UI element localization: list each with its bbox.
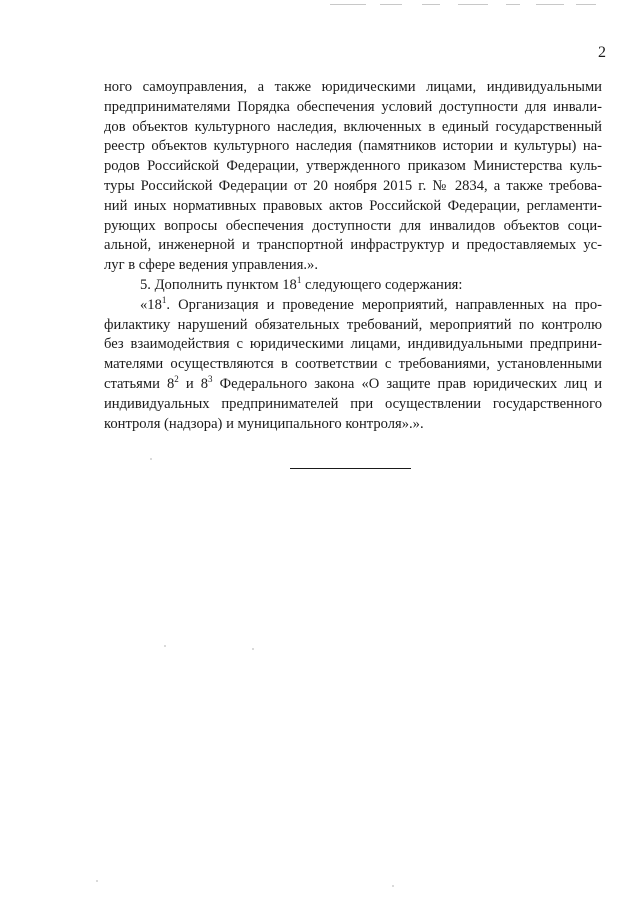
scan-speck	[164, 645, 166, 647]
item-5-text-line: статьями $8^2$ и $8^3$ Федерального закона «О защите прав юридических лиц и	[104, 373, 603, 392]
end-divider	[290, 468, 411, 469]
scan-artifact-marks	[330, 4, 600, 7]
paragraph-line: ний иных нормативных правовых актов Российской Федерации, регламенти-	[104, 197, 602, 214]
paragraph-line: дов объектов культурного наследия, включенных в единый государственный	[104, 118, 602, 135]
scan-speck	[392, 885, 394, 887]
item-5-text-line: филактику нарушений обязательных требований, мероприятий по контролю	[104, 316, 602, 333]
scan-speck	[150, 458, 152, 460]
item-5-paragraph	[104, 276, 602, 434]
paragraph-line: реестр объектов культурного наследия (памятников истории и культуры) на-	[104, 138, 602, 155]
page-number: 2	[598, 44, 606, 61]
scan-speck	[252, 648, 254, 650]
paragraph-line: туры Российской Федерации от 20 ноября 2015 г. № 2834, а также требова-	[104, 177, 602, 194]
item-5-text-line: «$18^1$. Организация и проведение мероприятий, направленных на про-	[140, 294, 602, 313]
paragraph-line: предпринимателями Порядка обеспечения условий доступности для инвали-	[104, 98, 602, 115]
item-5-text-line: контроля (надзора) и муниципального контроля».».	[104, 415, 424, 432]
item-5-lead: 5. Дополнить пунктом $18^1$ следующего содержания:	[140, 275, 463, 293]
paragraph-line: луг в сфере ведения управления.».	[104, 257, 319, 274]
item-5-text-line: индивидуальных предпринимателей при осуществлении государственного	[104, 395, 602, 412]
scan-speck	[96, 880, 98, 882]
paragraph-continuation	[104, 78, 602, 276]
paragraph-line: рующих вопросы обеспечения доступности для инвалидов объектов соци-	[104, 217, 602, 234]
paragraph-line: ного самоуправления, а также юридическими лицами, индивидуальными	[104, 79, 602, 95]
item-5-text-line: без взаимодействия с юридическими лицами, индивидуальными предприни-	[104, 336, 602, 353]
paragraph-line: альной, инженерной и транспортной инфраструктур и предоставляемых ус-	[104, 237, 602, 254]
paragraph-line: родов Российской Федерации, утвержденного приказом Министерства куль-	[104, 158, 602, 175]
item-5-text-line: мателями осуществляются в соответствии с требованиями, установленными	[104, 356, 602, 373]
